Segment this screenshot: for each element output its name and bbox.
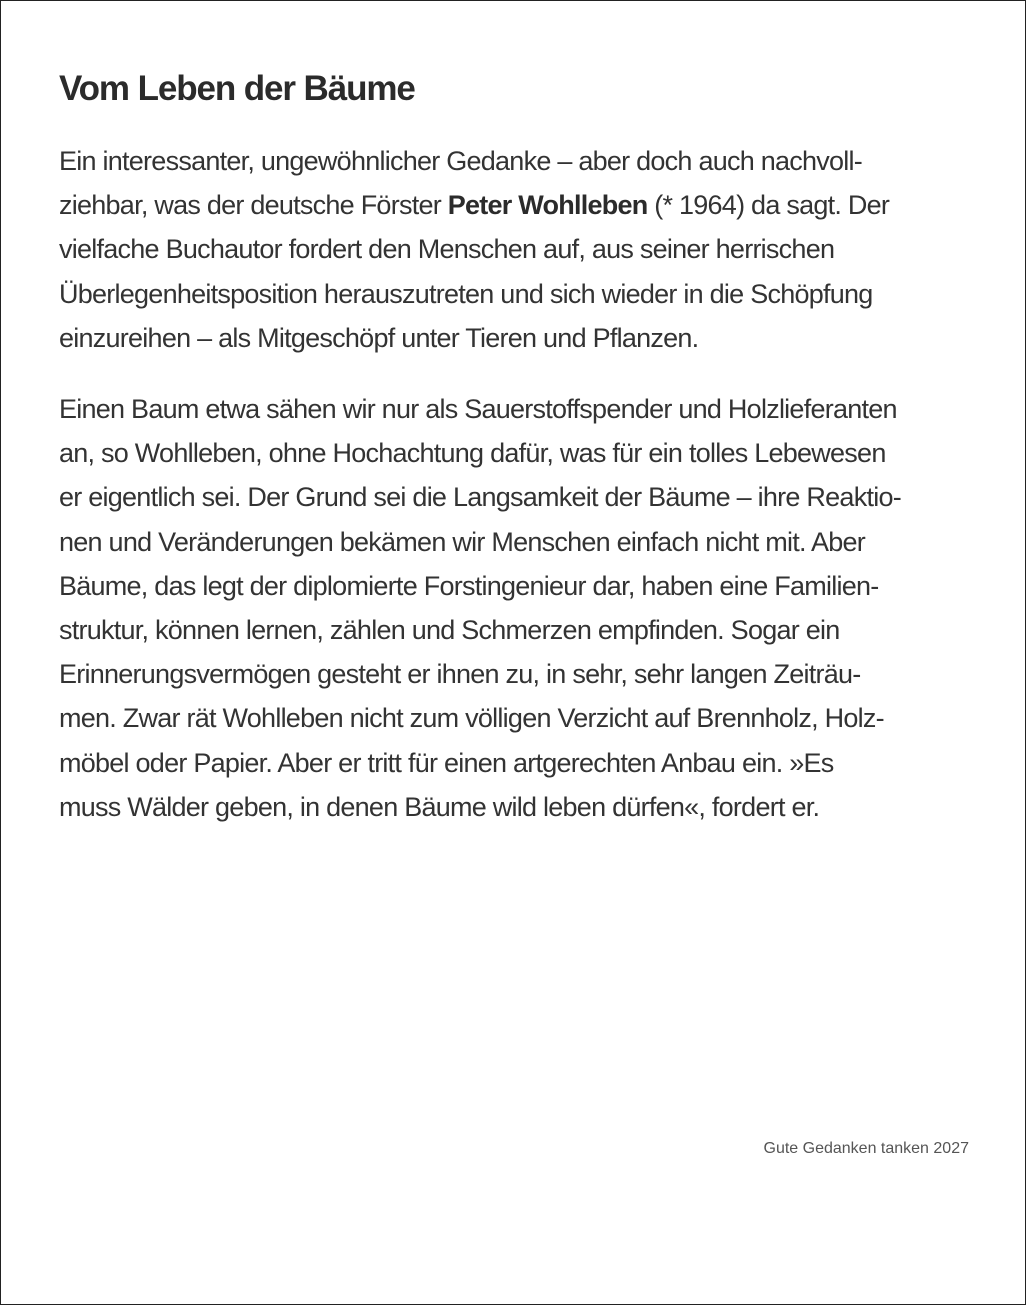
text-line: möbel oder Papier. Aber er tritt für einen artgerechten Anbau ein. »Es (59, 747, 834, 778)
paragraph-body (59, 387, 901, 829)
author-name: Peter Wohlleben (447, 190, 648, 221)
text-line: Ein interessanter, ungewöhnlicher Gedanke – aber doch auch nachvoll- (59, 146, 863, 176)
text-segment: (* 1964) da sagt. Der (647, 190, 890, 221)
paragraph-intro (59, 139, 889, 360)
page-title: Vom Leben der Bäume (59, 69, 415, 108)
text-line: men. Zwar rät Wohlleben nicht zum völligen Verzicht auf Brennholz, Holz- (59, 703, 884, 734)
text-line: einzureihen – als Mitgeschöpf unter Tieren und Pflanzen. (59, 322, 699, 353)
page-footer: Gute Gedanken tanken 2027 (763, 1140, 969, 1157)
text-line: Einen Baum etwa sähen wir nur als Sauerstoffspender und Holzlieferanten (59, 394, 897, 424)
text-line: nen und Veränderungen bekämen wir Menschen einfach nicht mit. Aber (59, 526, 866, 557)
text-line: er eigentlich sei. Der Grund sei die Langsamkeit der Bäume – ihre Reaktio- (59, 482, 901, 513)
text-line: struktur, können lernen, zählen und Schmerzen empfinden. Sogar ein (59, 615, 840, 646)
text-segment: ziehbar, was der deutsche Förster (59, 190, 448, 221)
text-line (59, 183, 889, 227)
text-line: Überlegenheitsposition herauszutreten und sich wieder in die Schöpfung (59, 278, 873, 309)
text-line: muss Wälder geben, in denen Bäume wild leben dürfen«, fordert er. (59, 791, 820, 822)
text-line: Erinnerungsvermögen gesteht er ihnen zu, in sehr, sehr langen Zeiträu- (59, 659, 861, 690)
text-line: an, so Wohlleben, ohne Hochachtung dafür, was für ein tolles Lebewesen (59, 438, 886, 469)
text-line: Bäume, das legt der diplomierte Forstingenieur dar, haben eine Familien- (59, 570, 879, 601)
text-line: vielfache Buchautor fordert den Menschen auf, aus seiner herrischen (59, 234, 835, 265)
